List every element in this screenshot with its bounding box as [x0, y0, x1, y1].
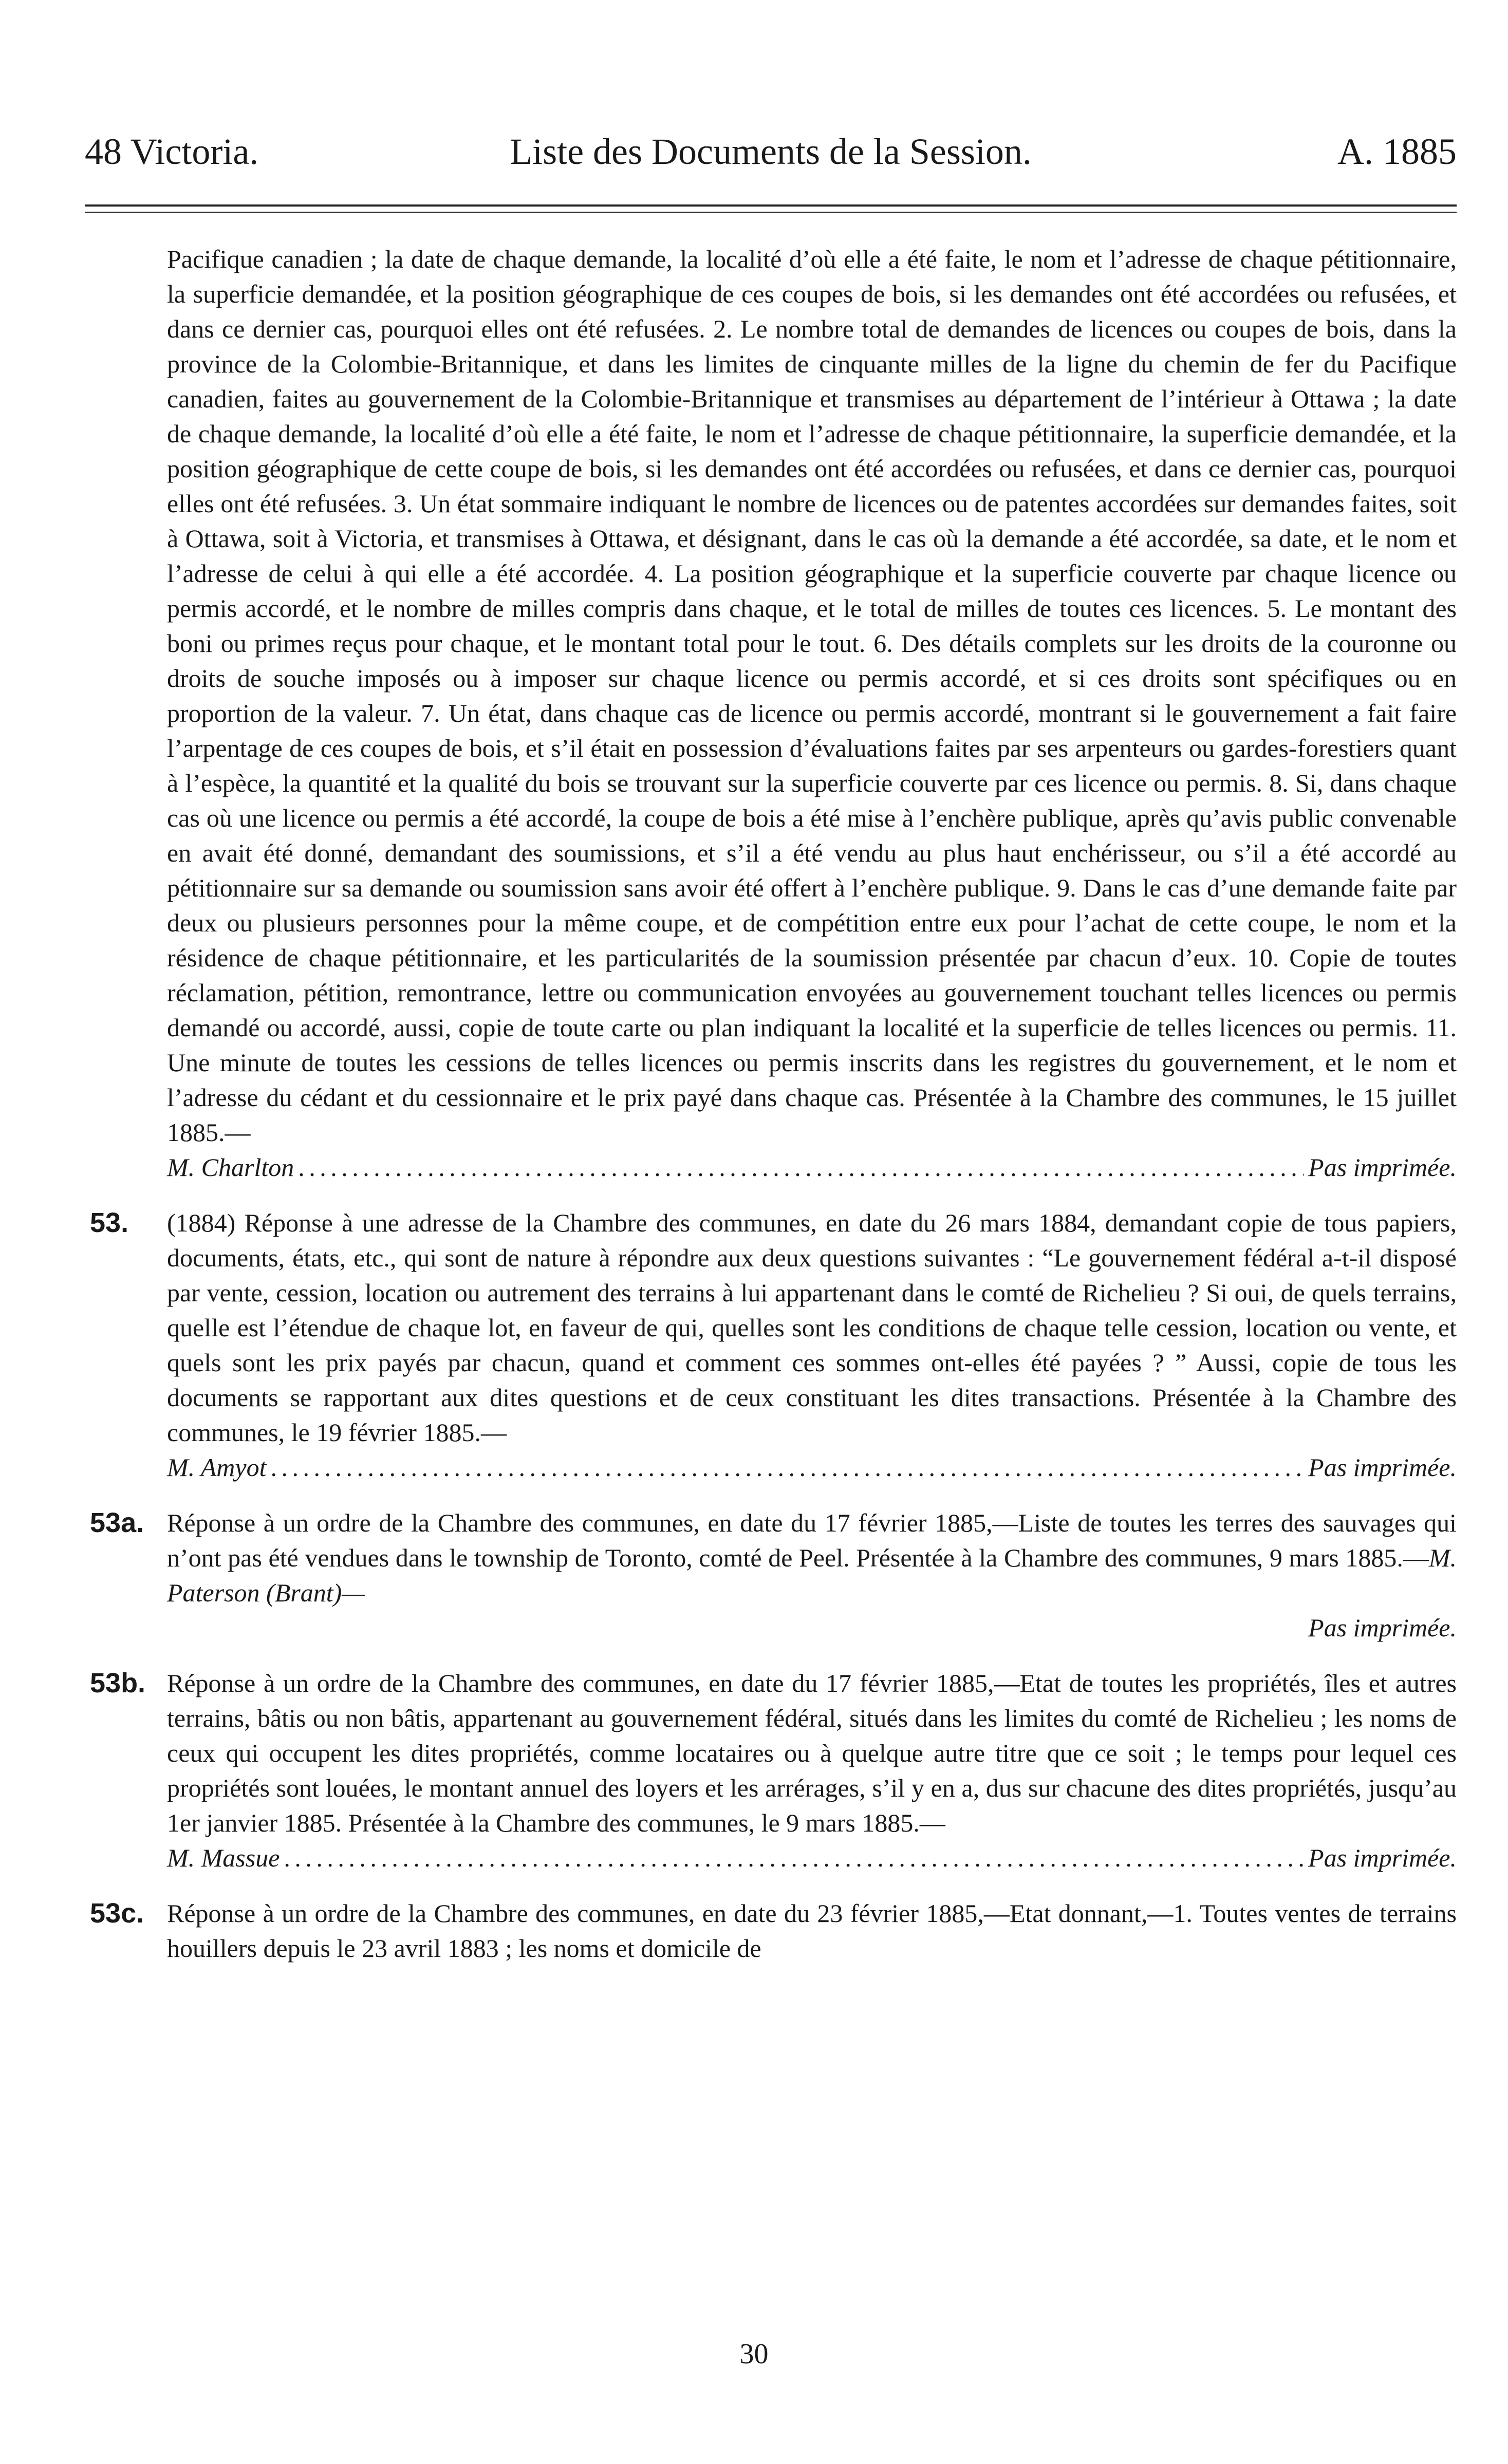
document-entry-53b [90, 1666, 1457, 1875]
page-number: 30 [739, 2338, 769, 2370]
entry-member: M. Massue [167, 1843, 280, 1872]
entry-status: Pas imprimée. [1308, 1613, 1457, 1642]
document-entry-53c [90, 1896, 1457, 1966]
entry-member: M. Paterson (Brant)— [167, 1543, 1457, 1607]
entry-number: 53c. [90, 1898, 144, 1929]
page-body [90, 241, 1457, 1966]
entry-text: Réponse à un ordre de la Chambre des communes, en date du 17 février 1885,—Liste de toutes les terres des sauvages qui n’ont pas été vendues dans le township de Toronto, comté de Peel. Présentée à la Chambre des communes, 9 mars 1885.— [167, 1508, 1457, 1572]
header-rule-thin [85, 212, 1457, 213]
running-header [85, 126, 1457, 177]
entry-member: M. Amyot [167, 1453, 267, 1482]
dot-leader [284, 1840, 1304, 1875]
dot-leader [270, 1450, 1304, 1485]
entry-text: Réponse à un ordre de la Chambre des communes, en date du 23 février 1885,—Etat donnant,—1. Toutes ventes de terrains houillers depuis le 23 avril 1883 ; les noms et domicile de [167, 1899, 1457, 1963]
entry-text: (1884) Réponse à une adresse de la Chambre des communes, en date du 26 mars 1884, demandant copie de tous papiers, documents, états, etc., qui sont de nature à répondre aux deux questions suivantes : “Le gouvernement fédéral a-t-il disposé par vente, cession, location ou autrement des terrains à lui appartenant dans le comté de Richelieu ? Si oui, de quels terrains, quelle est l’étendue de chaque lot, en faveur de qui, quelles sont les conditions de chaque telle cession, location ou vente, et quels sont les prix payés par chacun, quand et comment ces sommes ont-elles été payées ? ” Aussi, copie de tous les documents se rapportant aux dites questions et de ceux constituant les dites transactions. Présentée à la Chambre des communes, le 19 février 1885.— [167, 1208, 1457, 1447]
header-regnal-year: 48 Victoria. [85, 131, 259, 172]
continued-entry [90, 241, 1457, 1185]
header-rule-thick [85, 204, 1457, 207]
continued-entry-status: Pas imprimée. [1308, 1153, 1457, 1182]
continued-entry-attribution [167, 1150, 1457, 1185]
continued-entry-member: M. Charlton [167, 1153, 294, 1182]
dot-leader [298, 1150, 1304, 1185]
entry-attribution [167, 1450, 1457, 1485]
entry-number: 53. [90, 1207, 129, 1238]
header-year: A. 1885 [1337, 131, 1457, 172]
entry-status: Pas imprimée. [1308, 1453, 1457, 1482]
continued-entry-text: Pacifique canadien ; la date de chaque demande, la localité d’où elle a été faite, le nom et l’adresse de chaque pétitionnaire, la superficie demandée, et la position géographique de ces coupes de bois, si les demandes ont été accordées ou refusées, et dans ce dernier cas, pourquoi elles ont été refusées. 2. Le nombre total de demandes de licences ou coupes de bois, dans la province de la Colombie-Britannique, et dans les limites de cinquante milles de la ligne du chemin de fer du Pacifique canadien, faites au gouvernement de la Colombie-Britannique et transmises au département de l’intérieur à Ottawa ; la date de chaque demande, la localité d’où elle a été faite, le nom et l’adresse de chaque pétitionnaire, la superficie demandée, et la position géographique de cette coupe de bois, si les demandes ont été accordées ou refusées, et dans ce dernier cas, pourquoi elles ont été refusées. 3. Un état sommaire indiquant le nombre de licences ou de patentes accordées sur demandes faites, soit à Ottawa, soit à Victoria, et transmises à Ottawa, et désignant, dans le cas où la demande a été accordée, sa date, et le nom et l’adresse de celui à qui elle a été accordée. 4. La position géographique et la superficie couverte par chaque licence ou permis accordé, et le nombre de milles compris dans chaque, et le total de milles de toutes ces licences. 5. Le montant des boni ou primes reçus pour chaque, et le montant total pour le tout. 6. Des détails complets sur les droits de la couronne ou droits de souche imposés ou à imposer sur chaque licence ou permis accordé, et si ces droits sont spécifiques ou en proportion de la valeur. 7. Un état, dans chaque cas de licence ou permis accordé, montrant si le gouvernement a fait faire l’arpentage de ces coupes de bois, et s’il était en possession d’évaluations faites par ses arpenteurs ou gardes-forestiers quant à l’espèce, la quantité et la qualité du bois se trouvant sur la superficie couverte par ces licence ou permis. 8. Si, dans chaque cas où une licence ou permis a été accordé, la coupe de bois a été mise à l’enchère publique, après qu’avis public convenable en avait été donné, demandant des soumissions, et s’il a été vendu au plus haut enchérisseur, ou s’il a été accordé au pétitionnaire sur sa demande ou soumission sans avoir été offert à l’enchère publique. 9. Dans le cas d’une demande faite par deux ou plusieurs personnes pour la même coupe, et de compétition entre eux pour l’achat de cette coupe, le nom et la résidence de chaque pétitionnaire, et les particularités de la soumission présentée par chacun d’eux. 10. Copie de toutes réclamation, pétition, remontrance, lettre ou communication envoyées au gouvernement touchant telles licences ou permis demandé ou accordé, aussi, copie de toute carte ou plan indiquant la localité et la superficie de telles licences ou permis. 11. Une minute de toutes les cessions de telles licences ou permis inscrits dans les registres du gouvernement, et le nom et l’adresse du cédant et du cessionnaire et le prix payé dans chaque cas. Présentée à la Chambre des communes, le 15 juillet 1885.— [167, 245, 1457, 1147]
document-entry-53 [90, 1205, 1457, 1485]
entry-number: 53b. [90, 1668, 146, 1698]
header-title: Liste des Documents de la Session. [510, 131, 1032, 172]
entry-attribution [167, 1840, 1457, 1875]
entry-text: Réponse à un ordre de la Chambre des communes, en date du 17 février 1885,—Etat de toutes les propriétés, îles et autres terrains, bâtis ou non bâtis, appartenant au gouvernement fédéral, situés dans les limites du comté de Richelieu ; les noms de ceux qui occupent les dites propriétés, comme locataires ou à quelque autre titre que ce soit ; le temps pour lequel ces propriétés sont louées, le montant annuel des loyers et les arrérages, s’il y en a, dus sur chacune des dites propriétés, jusqu’au 1er janvier 1885. Présentée à la Chambre des communes, le 9 mars 1885.— [167, 1669, 1457, 1837]
entry-status: Pas imprimée. [1308, 1843, 1457, 1872]
entry-number: 53a. [90, 1507, 144, 1538]
document-entry-53a [90, 1505, 1457, 1645]
